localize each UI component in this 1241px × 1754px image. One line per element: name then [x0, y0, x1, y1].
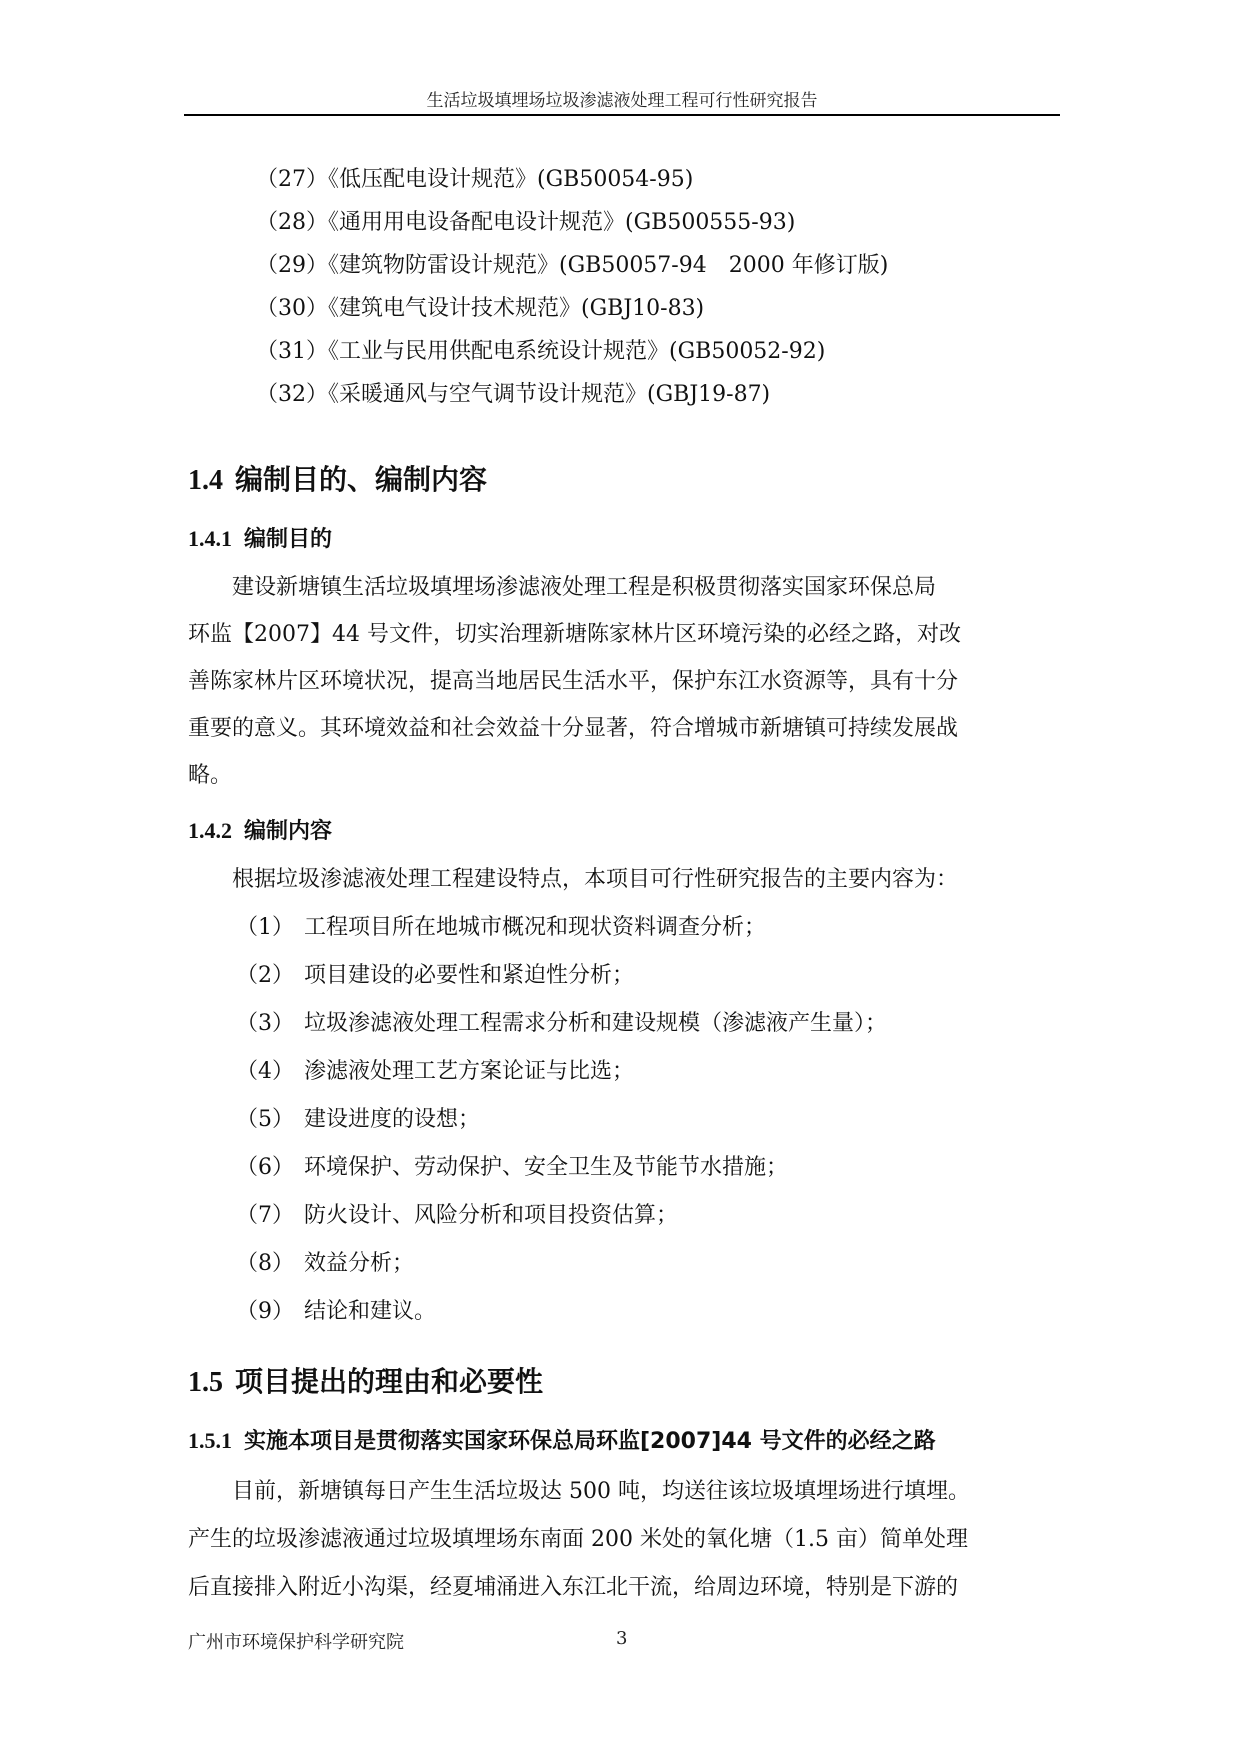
reference-item: （30）《建筑电气设计技术规范》(GBJ10-83) — [256, 296, 705, 321]
list-text: 渗滤液处理工艺方案论证与比选； — [304, 1059, 635, 1084]
list-marker: （7） — [236, 1203, 294, 1228]
content-list-item — [236, 1006, 887, 1037]
paragraph-line: 建设新塘镇生活垃圾填埋场渗滤液处理工程是积极贯彻落实国家环保总局 — [232, 575, 937, 600]
subsection-heading-1-4-2 — [188, 814, 332, 845]
footer-organization: 广州市环境保护科学研究院 — [188, 1632, 404, 1653]
list-text: 建设进度的设想； — [304, 1107, 481, 1132]
list-text: 项目建设的必要性和紧迫性分析； — [304, 963, 635, 988]
content-list-item — [236, 910, 766, 941]
subsection-heading-1-4-1 — [188, 522, 332, 553]
running-header: 生活垃圾填埋场垃圾渗滤液处理工程可行性研究报告 — [426, 91, 818, 111]
list-marker: （6） — [236, 1155, 294, 1180]
section-number: 1.4 — [188, 465, 223, 496]
reference-item: （32）《采暖通风与空气调节设计规范》(GBJ19-87) — [256, 382, 771, 407]
content-list-item — [236, 1294, 436, 1325]
list-marker: （3） — [236, 1011, 294, 1036]
subsection-title: 编制目的 — [244, 527, 333, 552]
reference-item: （31）《工业与民用供配电系统设计规范》(GB50052-92) — [256, 339, 826, 364]
list-marker: （1） — [236, 915, 294, 940]
list-text: 结论和建议。 — [304, 1299, 437, 1324]
page-number: 3 — [616, 1628, 628, 1649]
subsection-heading-1-5-1 — [188, 1424, 936, 1455]
reference-item: （27）《低压配电设计规范》(GB50054-95) — [256, 167, 694, 192]
section-title: 项目提出的理由和必要性 — [235, 1365, 544, 1398]
list-text: 环境保护、劳动保护、安全卫生及节能节水措施； — [304, 1155, 789, 1180]
list-text: 垃圾渗滤液处理工程需求分析和建设规模（渗滤液产生量）； — [304, 1011, 888, 1036]
list-marker: （5） — [236, 1107, 294, 1132]
reference-item: （29）《建筑物防雷设计规范》(GB50057-94 2000 年修订版) — [256, 253, 889, 278]
subsection-number: 1.4.1 — [188, 526, 232, 551]
paragraph-line: 目前，新塘镇每日产生生活垃圾达 500 吨，均送往该垃圾填埋场进行填埋。 — [232, 1479, 970, 1504]
list-marker: （8） — [236, 1251, 294, 1276]
section-title: 编制目的、编制内容 — [235, 463, 488, 496]
list-text: 工程项目所在地城市概况和现状资料调查分析； — [304, 915, 767, 940]
paragraph-line: 善陈家林片区环境状况，提高当地居民生活水平，保护东江水资源等，具有十分 — [188, 669, 959, 694]
content-list-item — [236, 1150, 788, 1181]
section-heading-1-4 — [188, 458, 487, 498]
list-marker: （9） — [236, 1299, 294, 1324]
list-text: 防火设计、风险分析和项目投资估算； — [304, 1203, 679, 1228]
content-list-item — [236, 1054, 634, 1085]
paragraph-line: 环监【2007】44 号文件，切实治理新塘陈家林片区环境污染的必经之路，对改 — [188, 622, 961, 647]
paragraph-line: 后直接排入附近小沟渠，经夏埔涌进入东江北干流，给周边环境，特别是下游的 — [188, 1575, 959, 1600]
paragraph-line: 略。 — [188, 763, 233, 788]
content-list-item — [236, 1198, 678, 1229]
header-rule — [184, 114, 1060, 116]
subsection-number: 1.4.2 — [188, 818, 232, 843]
section-heading-1-5 — [188, 1360, 543, 1400]
reference-item: （28）《通用用电设备配电设计规范》(GB500555-93) — [256, 210, 796, 235]
list-marker: （2） — [236, 963, 294, 988]
paragraph-line: 重要的意义。其环境效益和社会效益十分显著，符合增城市新塘镇可持续发展战 — [188, 716, 959, 741]
content-list-item — [236, 958, 634, 989]
subsection-title: 编制内容 — [244, 819, 333, 844]
paragraph-line: 产生的垃圾渗滤液通过垃圾填埋场东南面 200 米处的氧化塘（1.5 亩）简单处理 — [188, 1527, 968, 1552]
subsection-number: 1.5.1 — [188, 1428, 232, 1453]
list-text: 效益分析； — [304, 1251, 415, 1276]
list-marker: （4） — [236, 1059, 294, 1084]
paragraph-line: 根据垃圾渗滤液处理工程建设特点，本项目可行性研究报告的主要内容为： — [232, 867, 959, 892]
subsection-title: 实施本项目是贯彻落实国家环保总局环监[2007]44 号文件的必经之路 — [244, 1429, 936, 1454]
content-list-item — [236, 1102, 480, 1133]
content-list-item — [236, 1246, 414, 1277]
section-number: 1.5 — [188, 1367, 223, 1398]
